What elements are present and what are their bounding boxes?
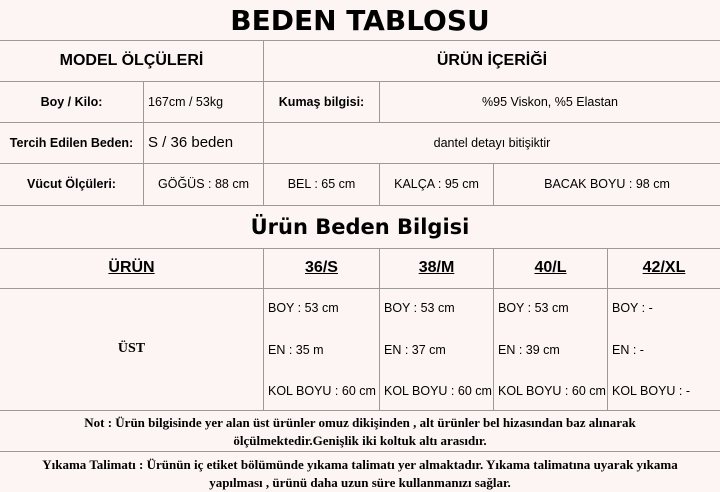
hip-measurement: KALÇA : 95 cm <box>394 177 479 191</box>
wash-instruction <box>0 456 720 492</box>
fabric-label: Kumaş bilgisi: <box>278 94 365 109</box>
height-weight-value: 167cm / 53kg <box>148 94 224 109</box>
size-info-title: Ürün Beden Bilgisi <box>250 214 470 239</box>
detail-note: dantel detayı bitişiktir <box>433 135 551 150</box>
upper-garment-label: ÜST <box>117 341 146 356</box>
measurement-note <box>0 414 720 450</box>
boy-42: BOY : - <box>612 301 653 315</box>
kol-38: KOL BOYU : 60 cm <box>384 383 492 398</box>
en-40: EN : 39 cm <box>498 343 560 357</box>
product-content-header: ÜRÜN İÇERİĞİ <box>436 51 548 69</box>
size-header-36: 36/S <box>305 259 338 276</box>
size-header-40: 40/L <box>534 259 567 276</box>
kol-36: KOL BOYU : 60 cm <box>268 383 376 398</box>
size-header-42: 42/XL <box>642 259 686 276</box>
note-line-2: ölçülmektedir.Genişlik iki koltuk altı arasıdır. <box>233 433 487 448</box>
boy-40: BOY : 53 cm <box>498 301 569 315</box>
product-column-header: ÜRÜN <box>108 259 155 276</box>
en-42: EN : - <box>612 343 644 357</box>
chest-measurement: GÖĞÜS : 88 cm <box>158 177 249 191</box>
boy-36: BOY : 53 cm <box>268 301 339 315</box>
page-title: BEDEN TABLOSU <box>230 4 490 37</box>
fabric-value: %95 Viskon, %5 Elastan <box>482 94 618 109</box>
wash-line-2: yapılması , ürünü daha uzun süre kullanmanızı sağlar. <box>209 475 511 490</box>
leg-measurement: BACAK BOYU : 98 cm <box>544 177 670 191</box>
preferred-size-value: S / 36 beden <box>148 134 234 151</box>
waist-measurement: BEL : 65 cm <box>287 177 356 191</box>
wash-line-1: Yıkama Talimatı : Ürünün iç etiket bölümünde yıkama talimatı yer almaktadır. Yıkama talimatına uyarak yıkama <box>42 457 678 472</box>
en-36: EN : 35 m <box>268 343 324 357</box>
kol-40: KOL BOYU : 60 cm <box>498 383 606 398</box>
size-header-38: 38/M <box>418 259 455 276</box>
kol-42: KOL BOYU : - <box>612 383 691 398</box>
model-measurements-header: MODEL ÖLÇÜLERİ <box>59 51 204 69</box>
en-38: EN : 37 cm <box>384 343 446 357</box>
note-line-1: Not : Ürün bilgisinde yer alan üst ürünler omuz dikişinden , alt ürünler bel hizasından baz alınarak <box>84 415 636 430</box>
body-measurements-label: Vücut Ölçüleri: <box>27 177 116 191</box>
height-weight-label: Boy / Kilo: <box>40 94 103 109</box>
preferred-size-label: Tercih Edilen Beden: <box>9 135 134 150</box>
boy-38: BOY : 53 cm <box>384 301 455 315</box>
